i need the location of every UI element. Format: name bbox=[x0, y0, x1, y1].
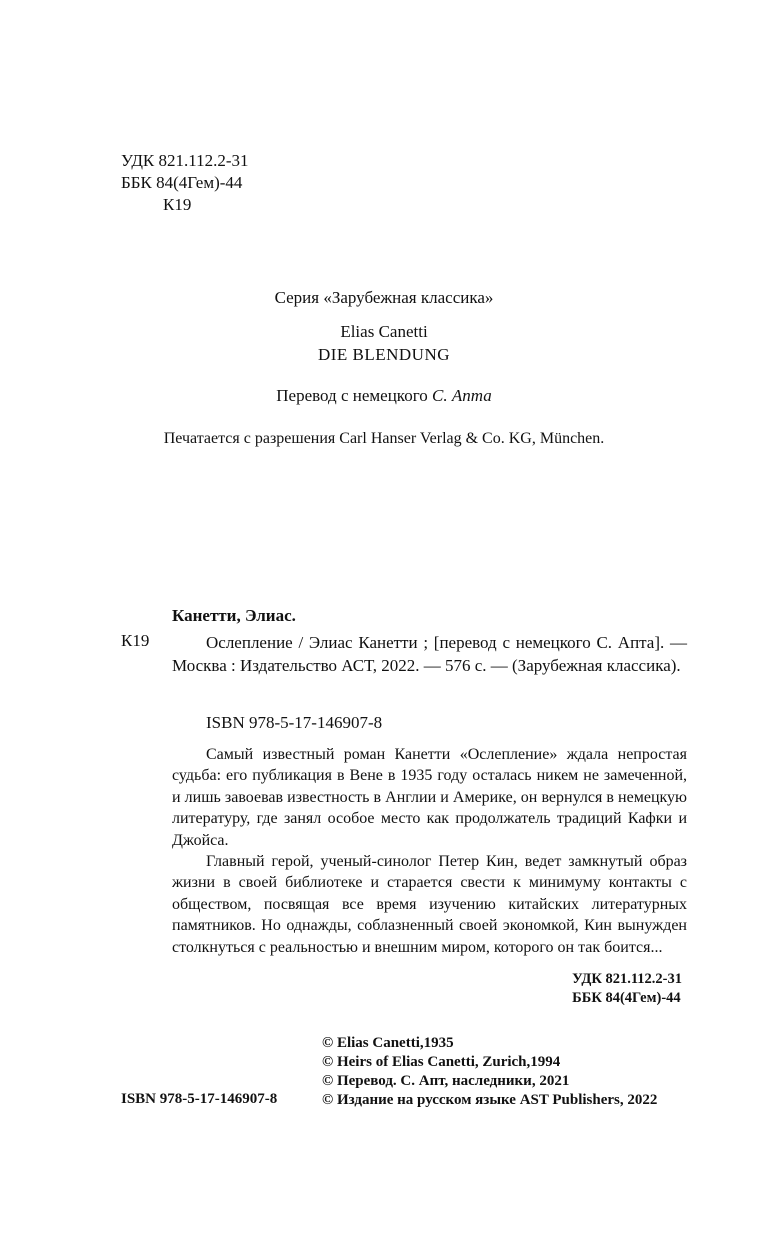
bbk-code: ББК 84(4Гем)-44 bbox=[121, 173, 243, 192]
bottom-udk-code: УДК 821.112.2-31 bbox=[572, 971, 682, 987]
translator-name: С. Апта bbox=[432, 386, 492, 405]
bottom-bbk-code: ББК 84(4Гем)-44 bbox=[572, 990, 681, 1006]
original-title: DIE BLENDUNG bbox=[317, 345, 451, 364]
copyright-block bbox=[322, 1034, 657, 1110]
translation-line bbox=[0, 386, 768, 406]
bottom-classification-codes bbox=[572, 970, 682, 1008]
annotation bbox=[172, 744, 687, 958]
biblio-isbn: ISBN 978-5-17-146907-8 bbox=[206, 713, 383, 732]
translation-prefix: Перевод с немецкого bbox=[276, 386, 432, 405]
top-classification-codes bbox=[121, 150, 249, 216]
biblio-code: К19 bbox=[121, 631, 150, 650]
annotation-paragraph-2: Главный герой, ученый-синолог Петер Кин, ведет замкнутый образ жизни в своей библиотеке и старается свести к минимуму контакты с обществом, посвящая все время изучению китайских литературных памятников. Но однажды, соблазненный своей экономкой, Кин вынужден столкнуться с реальностью и внешним миром, которого он так боится... bbox=[172, 853, 687, 956]
original-author: Elias Canetti bbox=[340, 322, 428, 341]
biblio-heading: Канетти, Элиас. bbox=[172, 606, 296, 625]
author-mark: К19 bbox=[163, 195, 192, 214]
udk-code: УДК 821.112.2-31 bbox=[121, 151, 249, 170]
copyright-line: © Издание на русском языке AST Publishers, 2022 bbox=[322, 1092, 658, 1108]
biblio-entry-text: Ослепление / Элиас Канетти ; [перевод с немецкого С. Апта]. — Москва : Издательство АСТ, 2022. — 576 с. — (Зарубежная классика). bbox=[172, 633, 687, 675]
biblio-entry bbox=[172, 631, 687, 677]
bottom-isbn: ISBN 978-5-17-146907-8 bbox=[121, 1091, 278, 1107]
annotation-paragraph-1: Самый известный роман Канетти «Ослепление» ждала непростая судьба: его публикация в Вене в 1935 году осталась никем не замеченной, и лишь завоевав известность в Англии и Америке, он вернулся в немецкую литературу, где занял особое место как продолжатель традиций Кафки и Джойса. bbox=[172, 746, 687, 849]
permission-line: Печатается с разрешения Carl Hanser Verlag & Co. KG, München. bbox=[163, 430, 605, 447]
copyright-line: © Перевод. С. Апт, наследники, 2021 bbox=[322, 1073, 570, 1089]
copyright-line: © Heirs of Elias Canetti, Zurich,1994 bbox=[322, 1054, 561, 1070]
copyright-line: © Elias Canetti,1935 bbox=[322, 1035, 454, 1051]
series-line: Серия «Зарубежная классика» bbox=[274, 288, 494, 307]
